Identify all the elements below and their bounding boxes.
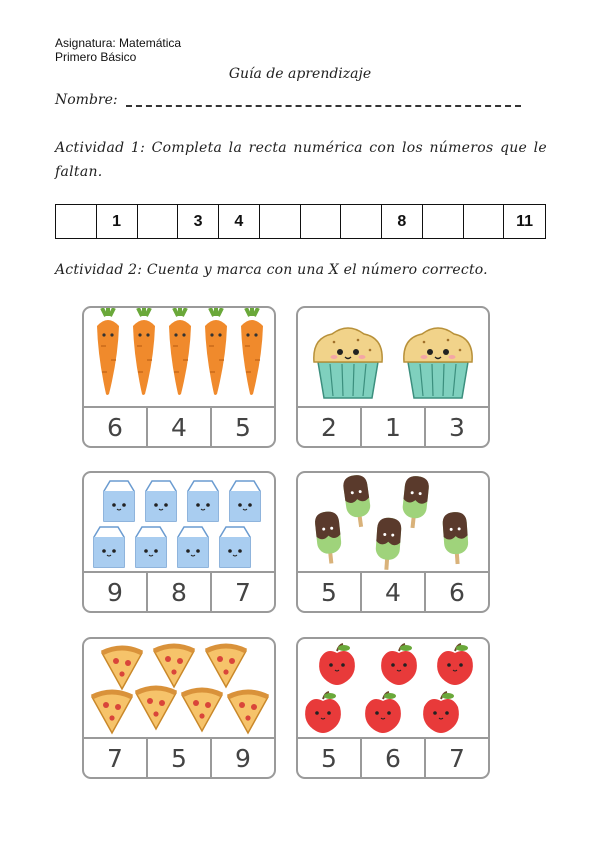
number-line-cell: 4 xyxy=(219,205,260,238)
milk-carton-icon xyxy=(136,527,166,567)
answer-options xyxy=(298,571,488,611)
counting-card-apples xyxy=(296,637,490,779)
pizza-slice-icon xyxy=(228,692,268,733)
number-line xyxy=(55,204,546,239)
cupcake-icon xyxy=(314,328,382,398)
milk-carton-icon xyxy=(146,481,176,521)
activity2-instruction: Actividad 2: Cuenta y marca con una X el número correcto. xyxy=(55,262,488,278)
pizza-slice-icon xyxy=(206,646,246,687)
milk-carton-icon xyxy=(94,527,124,567)
number-line-cell: 1 xyxy=(97,205,138,238)
number-line-blank-cell[interactable] xyxy=(301,205,342,238)
number-line-blank-cell[interactable] xyxy=(464,205,505,238)
answer-option[interactable]: 8 xyxy=(148,573,212,611)
carrot-icon xyxy=(133,308,155,395)
popsicle-icon xyxy=(442,511,470,565)
popsicle-icon xyxy=(314,510,343,564)
number-line-cell: 11 xyxy=(516,212,534,230)
popsicle-icon xyxy=(374,517,402,571)
milk-carton-icon xyxy=(230,481,260,521)
activity1-instruction: Actividad 1: Completa la recta numérica con los números que le faltan. xyxy=(55,140,547,180)
answer-option[interactable]: 5 xyxy=(235,412,251,442)
answer-option[interactable]: 4 xyxy=(148,408,212,446)
number-line-blank-cell[interactable] xyxy=(56,205,97,238)
pizza-slice-icon xyxy=(154,646,194,687)
number-line-cell: 3 xyxy=(178,205,219,238)
page-title: Guía de aprendizaje xyxy=(228,66,372,82)
milk-carton-icon xyxy=(188,481,218,521)
answer-option[interactable]: 6 xyxy=(449,577,465,607)
number-line-cell: 8 xyxy=(382,205,423,238)
pizza-slice-icon xyxy=(92,692,132,733)
grade-label: Primero Básico xyxy=(55,50,137,64)
answer-option[interactable]: 5 xyxy=(148,739,212,777)
counting-card-popsicles xyxy=(296,471,490,613)
answer-option[interactable]: 5 xyxy=(298,739,362,777)
milk-carton-icon xyxy=(220,527,250,567)
answer-option[interactable]: 7 xyxy=(84,739,148,777)
answer-options xyxy=(84,737,274,777)
cupcake-icon xyxy=(404,328,472,398)
answer-options xyxy=(298,737,488,777)
answer-option[interactable]: 1 xyxy=(362,408,426,446)
popsicles-picture xyxy=(298,473,488,571)
header xyxy=(55,36,181,64)
answer-option[interactable]: 4 xyxy=(362,573,426,611)
answer-option[interactable]: 6 xyxy=(362,739,426,777)
apple-icon xyxy=(423,692,459,733)
number-line-blank-cell[interactable] xyxy=(138,205,179,238)
answer-option[interactable]: 5 xyxy=(298,573,362,611)
apples-picture xyxy=(298,639,488,737)
apple-icon xyxy=(319,644,355,685)
carrot-icon xyxy=(169,308,191,395)
pizza-slice-icon xyxy=(136,688,176,729)
carrots-picture xyxy=(84,308,274,406)
subject-label: Asignatura: Matemática xyxy=(55,36,182,50)
number-line-blank-cell[interactable] xyxy=(341,205,382,238)
apple-icon xyxy=(305,692,341,733)
counting-card-carrots xyxy=(82,306,276,448)
number-line-blank-cell[interactable] xyxy=(423,205,464,238)
answer-option[interactable]: 6 xyxy=(84,408,148,446)
name-label: Nombre: xyxy=(55,92,118,108)
pizza-slices-picture xyxy=(84,639,274,737)
apple-icon xyxy=(381,644,417,685)
carrot-icon xyxy=(97,308,119,395)
answer-option[interactable]: 7 xyxy=(449,743,465,773)
popsicle-icon xyxy=(401,475,430,529)
answer-option[interactable]: 9 xyxy=(235,743,251,773)
answer-option[interactable]: 3 xyxy=(449,412,465,442)
milk-cartons-picture xyxy=(84,473,274,571)
popsicle-icon xyxy=(342,474,373,529)
cupcakes-picture xyxy=(298,308,488,406)
answer-options xyxy=(84,571,274,611)
name-row xyxy=(55,92,521,110)
apple-icon xyxy=(365,692,401,733)
number-line-blank-cell[interactable] xyxy=(260,205,301,238)
carrot-icon xyxy=(241,308,263,395)
counting-card-cupcakes xyxy=(296,306,490,448)
name-input-line[interactable] xyxy=(126,89,521,107)
pizza-slice-icon xyxy=(182,690,222,731)
answer-option[interactable]: 9 xyxy=(84,573,148,611)
apple-icon xyxy=(437,644,473,685)
answer-option[interactable]: 2 xyxy=(298,408,362,446)
milk-carton-icon xyxy=(104,481,134,521)
counting-card-pizza xyxy=(82,637,276,779)
answer-options xyxy=(298,406,488,446)
counting-card-milk xyxy=(82,471,276,613)
carrot-icon xyxy=(205,308,227,395)
answer-options xyxy=(84,406,274,446)
pizza-slice-icon xyxy=(102,648,142,689)
answer-option[interactable]: 7 xyxy=(235,577,251,607)
milk-carton-icon xyxy=(178,527,208,567)
